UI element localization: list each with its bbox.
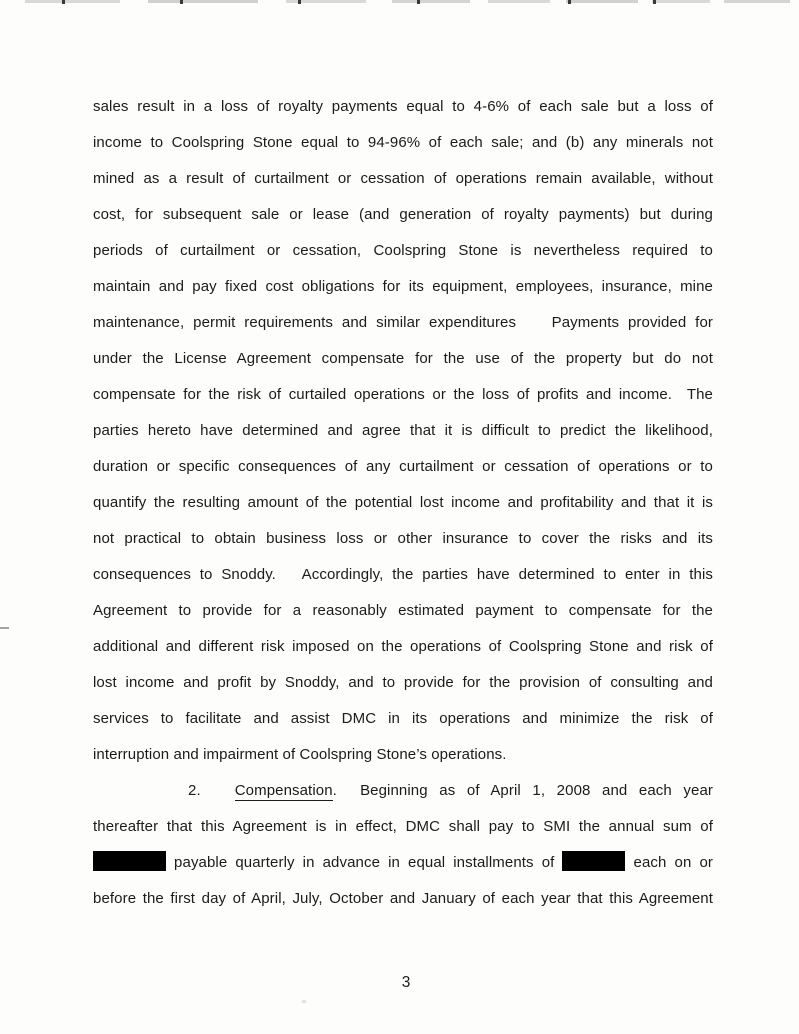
scan-edge-dot: [417, 0, 420, 4]
document-line: lost income and profit by Snoddy, and to provide for the provision of consulting and: [93, 674, 713, 691]
scan-edge-dash: [148, 0, 258, 3]
document-body: [93, 89, 713, 917]
scan-edge-dash: [25, 0, 120, 3]
redaction-box: [93, 851, 166, 871]
document-line: cost, for subsequent sale or lease (and generation of royalty payments) but during: [93, 206, 713, 223]
redaction-box: [562, 851, 625, 871]
document-line: interruption and impairment of Coolspring Stone’s operations.: [93, 746, 507, 763]
document-line: income to Coolspring Stone equal to 94-96% of each sale; and (b) any minerals not: [93, 134, 713, 151]
document-line: sales result in a loss of royalty payments equal to 4-6% of each sale but a loss of: [93, 98, 713, 115]
document-line: compensate for the risk of curtailed operations or the loss of profits and income. The: [93, 386, 713, 403]
document-line: maintenance, permit requirements and similar expenditures Payments provided for: [93, 314, 713, 331]
document-line: mined as a result of curtailment or cessation of operations remain available, without: [93, 170, 713, 187]
document-line: additional and different risk imposed on the operations of Coolspring Stone and risk of: [93, 638, 713, 655]
indent-spacer: [93, 794, 188, 795]
document-line: consequences to Snoddy. Accordingly, the parties have determined to enter in this: [93, 566, 713, 583]
document-line: maintain and pay fixed cost obligations for its equipment, employees, insurance, mine: [93, 278, 713, 295]
document-line: thereafter that this Agreement is in effect, DMC shall pay to SMI the annual sum of: [93, 818, 713, 835]
scan-edge-dot: [298, 0, 301, 4]
scan-edge-dot: [180, 0, 183, 4]
document-line: not practical to obtain business loss or other insurance to cover the risks and its: [93, 530, 713, 547]
scan-edge-dot: [653, 0, 656, 4]
document-line: before the first day of April, July, October and January of each year that this Agreement: [93, 890, 713, 907]
document-line: quantify the resulting amount of the potential lost income and profitability and that it is: [93, 494, 713, 511]
underlined-heading-text: Compensation: [234, 782, 333, 799]
document-line: Agreement to provide for a reasonably estimated payment to compensate for the: [93, 602, 713, 619]
scan-edge-dash: [652, 0, 710, 3]
margin-dash: [0, 627, 9, 629]
scan-edge-dash: [724, 0, 790, 3]
document-line: 2. Compensation. Beginning as of April 1, 2008 and each year: [93, 773, 713, 809]
scan-edge-dash: [488, 0, 550, 3]
scan-edge-dash: [566, 0, 638, 3]
document-line: duration or specific consequences of any curtailment or cessation of operations or to: [93, 458, 713, 475]
scan-speck: [302, 1000, 306, 1003]
scan-edge-dot: [62, 0, 65, 4]
document-line: under the License Agreement compensate for the use of the property but do not: [93, 350, 713, 367]
document-line: parties hereto have determined and agree that it is difficult to predict the likelihood,: [93, 422, 713, 439]
document-line: services to facilitate and assist DMC in its operations and minimize the risk of: [93, 710, 713, 727]
page-number: 3: [401, 974, 411, 991]
scan-edge-dot: [568, 0, 571, 4]
scan-edge-dash: [392, 0, 470, 3]
document-line: payable quarterly in advance in equal installments of each on or: [93, 845, 713, 881]
document-line: periods of curtailment or cessation, Coolspring Stone is nevertheless required to: [93, 242, 713, 259]
indent-spacer: [201, 794, 235, 795]
